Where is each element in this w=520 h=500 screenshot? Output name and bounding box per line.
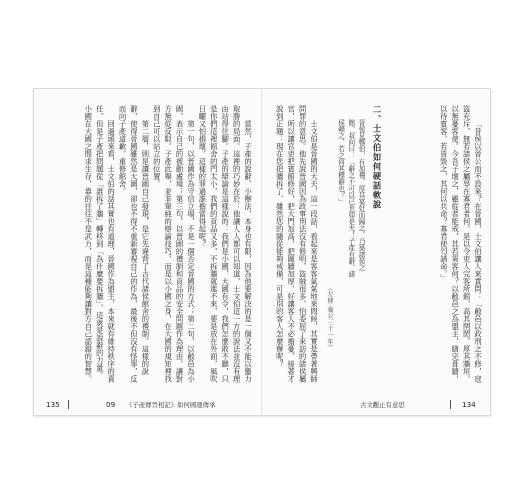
- block-quote: 晉侯見鄭伯，有加禮，厚其宴好而歸之。乃築諸侯之館。叔向曰：「辭之不可以已也如是夫！子產有辭，諸侯賴之，若之何其釋辭也？」: [336, 119, 365, 278]
- right-page-footer: [262, 395, 490, 415]
- left-page-footer: [34, 395, 261, 415]
- book-spread: [33, 88, 491, 416]
- paragraph: 當然，子產的說辭、小辦法，本身也有限，因為他要解決的是一個又不能以蠻力取勝的局面。這裡的巧妙在於：他讓人人都可以知道，士文伯這一方的說法並沒有理由站得住腳。子產的辯論是這樣說的：我們是小國，大國有令，我們怎麼敢不聽，只是你們這裡館舍的門太小，我們的貢品又多，不拆牆就進不來，要是放在外面，風吹日曬又怕損壞，這樣的罪過誰擔當得起呢？: [198, 105, 253, 383]
- footer-rule: [68, 400, 69, 409]
- section-number: 09: [106, 400, 116, 409]
- page-number: 135: [46, 400, 60, 409]
- right-page: [262, 89, 490, 415]
- left-page-body: [48, 105, 254, 385]
- paragraph: 「昔侯以晉公而不設來？在晉國，士文伯讓人來責問：「敝邑以政刑之不修，寇盜充斥，無若諸侯之屬辱在寡君者何，是以令吏人完客所館，高其閈閎，厚其牆垣，以無憂客使。今吾子壞之，雖從者能戒，其若異客何？以敝邑之為盟主，繕完葺牆，以待賓客，若皆毀之，其何以共命？寡君使匄請命。」: [439, 105, 483, 383]
- right-page-intro: [386, 105, 484, 385]
- right-page-body: [266, 105, 320, 385]
- paragraph: 回過頭來看，士文伯的話其實也有道理，晉國作為盟主，本來就有維持秩序的責任，但是子產把問題從「誰拆了牆」轉移到「為什麼要拆牆」，這就是說辭的力量。小國在大國之間求生存，靠的往往不是武力，而是這種能夠讓對方自己認錯的智慧。: [84, 105, 117, 383]
- section-heading: 二、士文伯如何硬話軟說: [372, 105, 382, 210]
- running-title: 古文觀止有意思: [360, 401, 405, 409]
- running-title: 《子產傳晉相記》如何國運傳承: [126, 401, 216, 409]
- left-page: [34, 89, 261, 415]
- footer-rule: [450, 400, 451, 409]
- paragraph: 第一句，以晉國作為守信立場，不是一個否定晉國的方式；第二句，以敝邑為小國，表示自己的被動處境；第三句，以晉國的禮制和貢品的安全問題作為理由，讓對方無從反駁。子產此舉，並非單純的辯論技巧，而是以小國之身，在大國的規矩裡找到自己可以站立的位置。: [152, 105, 196, 383]
- quote-source: 《左傳‧襄公三十一年》: [326, 285, 333, 352]
- paragraph: 第二層，則是讓晉國自己發現，是它先違背了古代諸侯館舍的禮制。這樣的說辭，使得晉國雖然是大國，卻也不得不重新審視自己的作為，最後不但沒有怪罪，反而向子產道歉，重修館舍。: [118, 105, 151, 383]
- paragraph: 士文伯是晉國的大夫，這一段話，看起來是客客氣氣地來問候，其實是帶著興師問罪的意思。他先說晉國因為政事刑法沒有修明，盜賊很多，怕委屈了來訪的諸侯屬官，所以讓官吏把賓館修好，把大門加高，把圍牆加厚，好讓客人不必擔憂。接著才說到正題：現在您把牆拆了，雖然您的隨從能夠戒備，可是別的客人怎麼辦呢？: [275, 105, 319, 383]
- page-number: 134: [462, 400, 476, 409]
